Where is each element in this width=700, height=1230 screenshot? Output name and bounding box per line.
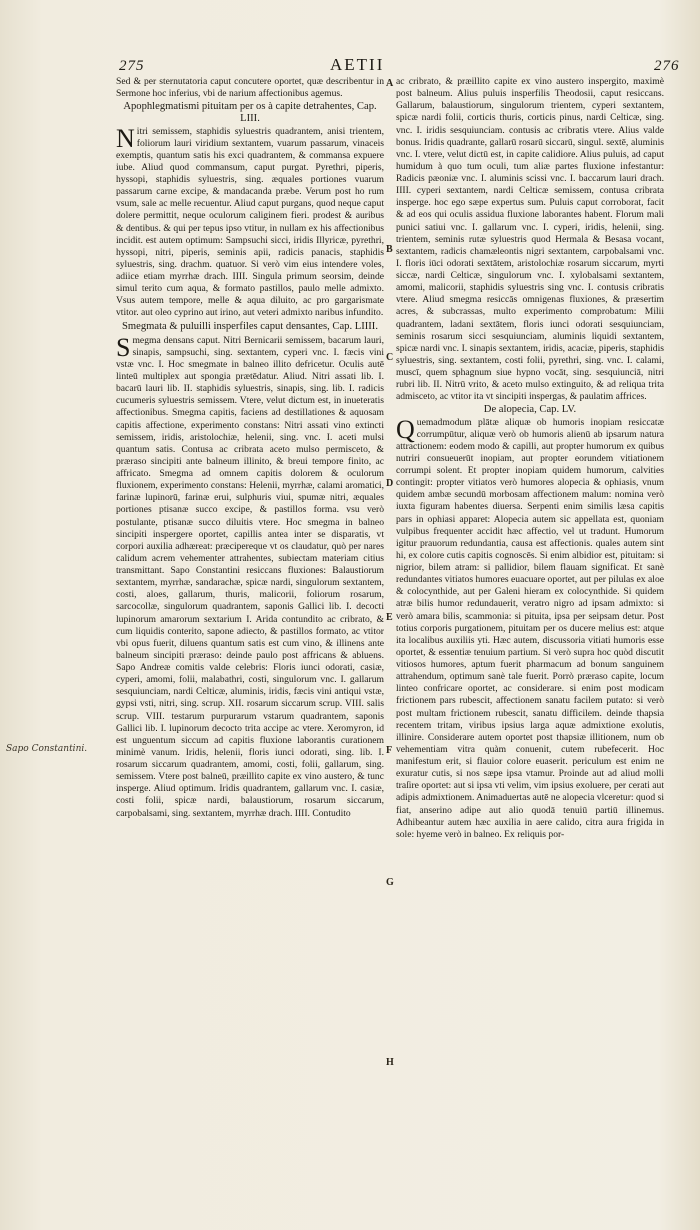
chapter-heading-55: De alopecia, Cap. LV. bbox=[483, 404, 577, 416]
page-number-right: 276 bbox=[654, 58, 680, 74]
margin-note: Sapo Constantini. bbox=[6, 744, 88, 754]
left-column bbox=[116, 76, 384, 820]
margin-letter-e: E bbox=[386, 612, 393, 623]
right-paragraph-1: ac cribrato, & præillito capite ex vino austero inspergito, maximè post balneum. Alius puluis insperfilis Theodosii, caput resiccans. Gallarum, balaustiorum, singulorum trientem, cyperi sextantem, spicæ nardi folii, corticis thuris, corticis pinus, nardi Celticæ, sing. vnc. I. iridis sesquiunciam. contusis ac cribratis vtere. Alius valde bonus. Iridis quadrante, gallarū rosarū siccarū, singul. sextē, aluminis vnc. I. vtere, velut dictū est, in capite calidiore. Alius puluis, ad caput humidum à quo tum oculi, tum aliæ partes fluxione infestantur: Radicis pæoniæ vnc. I. aluminis scissi vnc. I. baccarum lauri drach. IIII. cyperi sextantem, nardi Celticæ semissem, contusa cribrata insperge. hoc ego sæpe expertus sum. Puluis caput corroborat, facit & ad eos qui oculis assidua fluxione laborantes habent. Florum mali punici satiui vnc. I. gallarum vnc. I. cyperi, iridis, helenii, sing. trientem, seminis rutæ syluestris quod Hermala & Besasa vocant, sextantem, radicis chamæleontis nigri sextantem, carpobalsami vnc. I. floris iūci odorati sextātem, aristolochiæ rosarum siccarum, myrti siccæ, nardi Celticæ, singulorum vnc. I. xylobalsami sextantem, amomi, malicorii, staphidis syluestris sing vnc. I. contusis cribratis vtere. Aliud smegma resiccās omnigenas fluxiones, & præsertim acres, & subcrassas, multo experimento comprobatum: Milii quadrantem, ladani sextātem, floris iunci odorati sesquiunciam, seminis rosarum sicci sesquiunciam, aluminis liquidi sextantem, spicæ nardi vnc. I. sinapis sextantem, iridis, acaciæ, piperis, staphidis syluestris, sing. sextantem, costi folii, pyrethri, sing. vnc. I. calami, muscī, quem sphagnum siue hypno vocāt, sing. sesquiunciā, nitri rubri lib. II. Nitrū vrito, & aceto mulso extinguito, & ad reliqua trita admisceto, ac vtitor ita vt sincipiti inspergas, & paulatim affrices. bbox=[396, 76, 664, 403]
margin-letter-g: G bbox=[386, 877, 394, 888]
margin-letter-d: D bbox=[386, 478, 394, 489]
margin-letter-b: B bbox=[386, 244, 393, 255]
page-number-left: 275 bbox=[119, 58, 145, 74]
margin-letter-h: H bbox=[386, 1057, 394, 1068]
running-head: AETII bbox=[330, 55, 385, 74]
chapter-heading-54: Smegmata & puluilli insperfiles caput densantes, Cap. LIIII. bbox=[122, 320, 378, 332]
left-paragraph-1: Sed & per sternutatoria caput concutere oportet, quæ describentur in Sermone hoc inferius, vbi de narium affectionibus agemus. bbox=[116, 76, 384, 100]
margin-letter-c: C bbox=[386, 352, 394, 363]
left-paragraph-3: Smegma densans caput. Nitri Bernicarii semissem, bacarum lauri, sinapis, sampsuchi, sing. sextantem, cyperi vnc. I. fæcis vini vstæ vnc. I. Hoc smegmate in balneo illito defricetur. Oculis autē linteū multiplex aut spongia prætēdatur. Aliud. Nitri assati lib. I. bacarū lauri lib. II. staphidis syluestris, sinapis, sing. lib. I. radicis cucumeris syluestris semissem. Vtere, velut dictum est, in inueteratis affectionibus. Smegma capitis, faciens ad destillationes & aquosam capitis affectione, experimento constans: Nitri assati vino extincti semissem, iridis, aristolochiæ, helenii, sing. vnc. I. aceti mulsi quantum satis. Contusa ac cribrata aceto mulso permisceto, & præraso sincipiti ante balneum illinito, & breui tempore finito, ac affricato. Smegma ad omnem capitis dolorem & oculorum fluxionem, experimento constans: Helenii, myrrhæ, calami aromatici, farinæ lupinorū, farinæ erui, sulphuris viui, spumæ nitri, æquales portiones ptisanæ succo excipe, & pastillos forma. vsu verò postulante, ptisanæ succo diluitis vtere. Hoc smegma in balneo sincipiti inspergere oportet, capillis antea inter se disparatis, vt corpori auxilia adhæreat: præcipereque vt os claudatur, quò per nares calidum acrem vehementer attrahentes, subiectam materiam citius transmittant. Sapo Constantini resiccans fluxiones: Balaustiorum sextantem, myrrhæ, sandarachæ, spicæ nardi, singulorum sextantem, costi, aloes, gallarum, thuris, malicorii, foliorum rosarum, sarcocollæ, singulorum quadrantem, saponis Gallici lib. I. decocti lupinorum amarorum sextarium I. Arida contundito ac cribrato, & cum liquidis conterito, sapone adiecto, & pastillos formato, ac vtitor vbi opus fuerit, diluens quantum satis est cum vino, & illinens ante balneum sincipiti præraso: deinde paulo post affricans & abluens. Sapo Andreæ comitis valde celebris: Floris iunci odorati, casiæ, cyperi, amomi, folii, malabathri, costi, singulorum vnc. I. gallarum sesquiunciam, nardi Celticæ, aluminis, iridis, fæcis vini antiqui vstæ, gypsi vsti, nitri, sing. scrup. XII. rosarum siccarum scrup. VIII. salis scrup. VIII. testarum purpurarum vstarum quadrantem, saponis Gallici lib. I. lupinorum decocto trita accipe ac vtere. Xeromyron, id est unguentum siccum ad capitis fluxione laborantis curationem minimè vanum. Iridis, helenii, floris iunci odorati, sing. lib. I. rosarum siccarum quadrantem, amomi, costi, folii, gallarum, sing. semissem. Vtere post balneū, præillito capite ex vino austero, & tunc insperge. Aliud optimum. Iridis quadrantem, gallarum vnc. I. casiæ, costi folii, spicæ nardi, balaustiorum, rosarum siccarum, carpobalsami, sing. sextantem, myrrhæ drach. IIII. Contudito bbox=[116, 332, 384, 819]
right-column bbox=[396, 76, 664, 841]
chapter-heading-53: Apophlegmatismi pituitam per os à capite detrahentes, Cap. LIII. bbox=[123, 101, 377, 125]
margin-letter-f: F bbox=[386, 745, 393, 756]
right-paragraph-2: Quemadmodum plātæ aliquæ ob humoris inopiam resiccatæ corrumpūtur, aliquæ verò ob humoris alienū ab ipsarum natura attractionem: eodem modo & capilli, aut propter humorum ex quibus nutriri consueuerūt inopiam, aut propter eorundem vitiationem corrumpi solent. Et propter inopiam quidem humorum, calvities contingit: propter vitiatos verò humores alopecia & ophiasis, vnum quidem ambæ secundū morbosam affectionem malum: nomina verò iuxta figuram habentes diuersa. Serpenti enim similis læsa capitis pars in ophiasi apparet: Alopecia autem sic appellata est, quoniam vulpibus frequenter accidit hæc affectio, vel ut tradunt. Humorum igitur prauorum redundantia, causa est affectionis. quales autem sint hi, ex colore cutis capitis cognoscēs. Si enim albidior est, pituitam: si nigrior, bilem atram: si pallidior, bilem flauam significat. Et sanè redundantes vitiatos humores euacuare oportet, aut per pilulas ex aloe & colocynthide, aut per Galeni hieram ex colocynthide. Si quidem atræ bilis humor redundauerit, veratro nigro ad ipsam admixto: si verò amara bilis, scammonia: si pituita, ipsa per seipsam detur. Post totius corporis purgationem, pituitam per os ducere melius est: atque ita localibus auxiliis yti. Hæc autem, discussoria vitiati humoris esse oportet, & essentiæ tenuium partium. Si verò supra hoc quòd discutit vitiosos humores, aptum fuerit pharmacum ad bonum sanguinem attrahendum, optimum sanè tale fuerit. Porrò præraso capite, locum linteo confricare oportet, ac considerare. si enim post modicam frictionem pars rubescit, affectionem sanatu facilem putato: si verò post multam frictionem rubescit, sanatu difficilem. deinde thapsia recentem tritam, viribus ipsius larga aquæ admixtione exolutis, illinire. Considerare autem oportet post thapsiæ illitionem, num ob vehementiam vitra quàm conuenit, cutem rubefecerit. Hoc manifestum erit, si flauior colore euaserit. periculum est enim ne exuratur cutis, si nos sæpe ipsa vtamur. Proinde aut ad aliud molli traſire oportet: aut si ipsa vti velim, vim ipsius exoluere, per cerati aut adipis admixtionem. Animaduertas autē ne alopecia vlceretur: quod si fiat, anserino adipe aut alio quodā tenuiū partiū illinemus. Adhibeantur autem hæc auxilia in aere calido, citra aura frigida in sole: hyeme verò in balneo. Ex reliquis por- bbox=[396, 414, 664, 840]
left-paragraph-2: Nitri semissem, staphidis syluestris quadrantem, anisi trientem, foliorum lauri viridium sextantem, vuarum passarum, vinaceis exemptis, quantum satis his exci quadrantem, & commansa expuere iube. Aliud quod commansum, caput purgat. Pyrethri, piperis, hyssopi, staphidis syluestris, sing. æquales portiones vuarum passarum carne excipe, & mandacanda præbe. Verum post ho rum vsum, sale ac melle recuentur. Aliud caput purgans, quod neque caput dolere permittit, neque oculorum caliginem fieri. prodest & auribus & dentibus. & qui per tepus ipso vtitur, in nullam ex his affectionibus incidit. est autem optimum: Sampsuchi sicci, iridis Illyricæ, pyrethri, hyssopi, nitri, piperis, seminis apii, radicis panacis, staphidis syluestris, sing. drachm. quatuor. Si verò vim eius intendere voles, adiice etiam myrrhæ drach. IIII. Singula primum seorsim, deinde simul terito cum aqua, & formato pastillos, paulo melle admixto. Vsus autem tempore, melle & aqua diluito, ac pro gargarismate vtitor. aut oleo cyprino aut irino, aut veteri admixto naribus infundito. bbox=[116, 123, 384, 319]
margin-letter-a: A bbox=[386, 78, 394, 89]
